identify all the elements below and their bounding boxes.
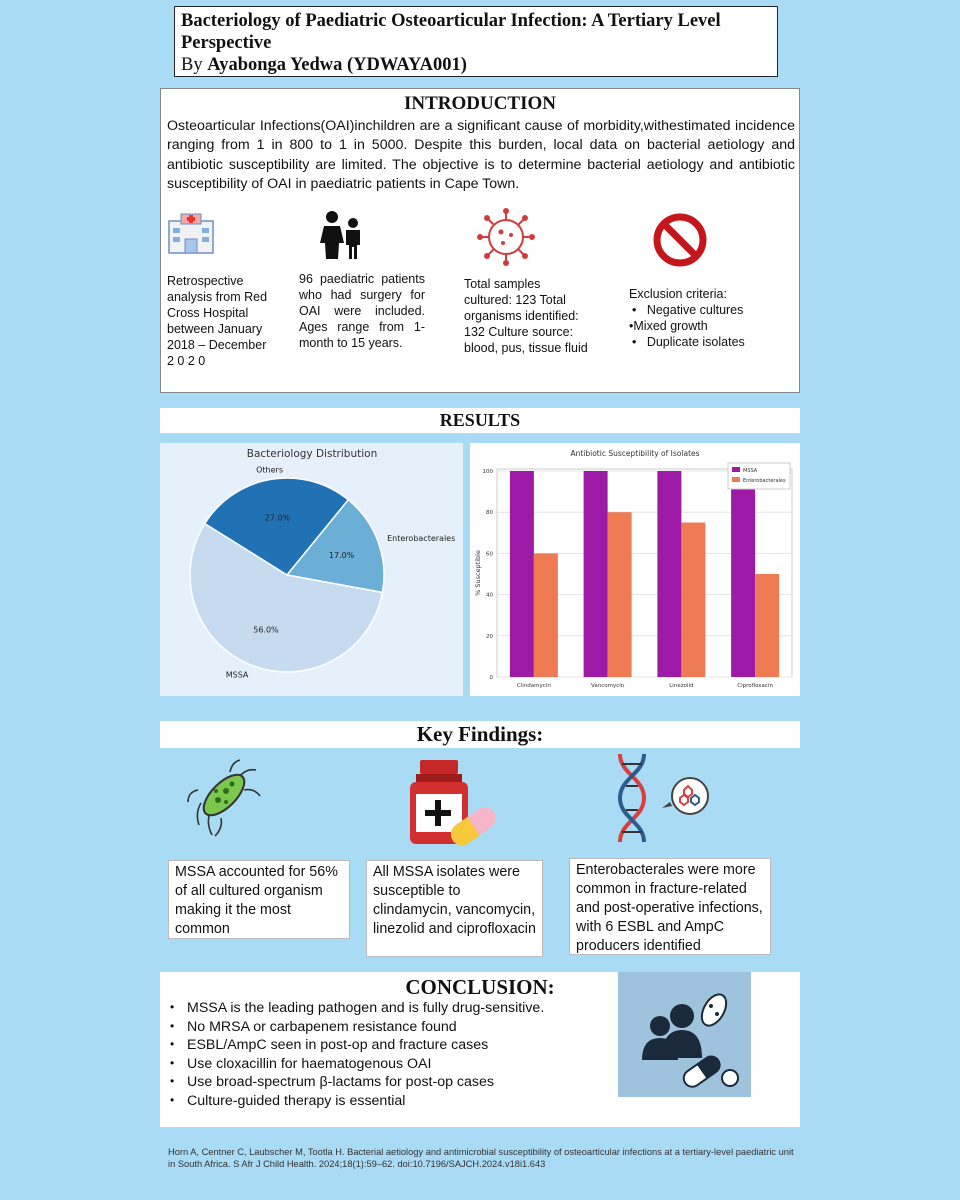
conclusion-item: • No MRSA or carbapenem resistance found — [168, 1018, 544, 1037]
pie-title: Bacteriology Distribution — [246, 448, 378, 460]
title-box — [174, 6, 778, 77]
finding-mssa-prevalence: MSSA accounted for 56% of all cultured organism making it the most common — [168, 860, 350, 939]
finding-enterobacterales: Enterobacterales were more common in fracture-related and post-operative infections, with 6 ESBL and AmpC producers identified — [569, 858, 771, 955]
virus-icon — [473, 207, 539, 267]
bar-mssa-clindamycin — [510, 471, 534, 677]
children-icon — [317, 209, 365, 261]
y-tick-label: 0 — [489, 675, 493, 681]
bar-enterobacterales-vancomycin — [608, 512, 632, 677]
exclusion-criteria — [629, 286, 789, 350]
medicine-icon — [404, 756, 500, 850]
bullet: • — [632, 335, 637, 349]
hospital-icon — [167, 213, 215, 255]
bar-enterobacterales-ciprofloxacin — [755, 574, 779, 677]
y-tick-label: 60 — [486, 551, 493, 558]
x-tick-label: Clindamycin — [516, 683, 551, 689]
conclusion-list — [168, 999, 544, 1111]
pie-pct-mssa: 56.0% — [253, 625, 279, 635]
y-tick-label: 80 — [486, 510, 493, 517]
introduction-text: Osteoarticular Infections(OAI)inchildren are a significant cause of morbidity,withestimated incidence ranging from 1 in 800 to 1 in 5000. Despite this burden, local data on bacterial aetiology and antibiotic susceptibility are limited. The objective is to determine bacterial aetiology and antibiotic susceptibility of OAI in paediatric patients in Cape Town. — [167, 118, 795, 192]
bar-chart-panel — [470, 443, 800, 696]
results-bar — [160, 408, 800, 433]
conclusion-section — [160, 972, 800, 1127]
pie-label-others: Others — [256, 465, 284, 475]
legend-box — [728, 463, 790, 489]
key-findings-bar — [160, 721, 800, 748]
exclusion-mixed: •Mixed growth — [629, 319, 708, 333]
dna-icon — [608, 750, 712, 846]
conclusion-heading: CONCLUSION: — [405, 975, 555, 999]
introduction-section — [160, 88, 800, 393]
study-design-text: Retrospective analysis from Red Cross Hospital between January 2018 – December 2 0 2 0 — [167, 274, 268, 368]
y-axis-label: % Susceptible — [474, 550, 482, 596]
bullet: • — [632, 303, 637, 317]
author-name: Ayabonga Yedwa (YDWAYA001) — [207, 55, 467, 75]
legend-label-enterobacterales: Enterobacterales — [743, 478, 786, 484]
bar-enterobacterales-clindamycin — [534, 553, 558, 677]
exclusion-negative: Negative cultures — [646, 303, 744, 317]
key-findings-heading: Key Findings: — [416, 722, 544, 746]
x-tick-label: Linezolid — [669, 683, 694, 689]
pie-label-mssa: MSSA — [225, 670, 249, 680]
exclusion-title: Exclusion criteria: — [629, 287, 727, 301]
bar-mssa-ciprofloxacin — [731, 471, 755, 677]
susceptibility-bar-chart — [470, 443, 800, 696]
bacteria-icon — [186, 758, 266, 838]
legend-swatch-enterobacterales — [732, 477, 740, 482]
poster-title: Bacteriology of Paediatric Osteoarticular Infection: A Tertiary Level Perspective — [181, 11, 721, 53]
legend-swatch-mssa — [732, 467, 740, 472]
bacteriology-pie-chart — [160, 443, 463, 696]
conclusion-item: • MSSA is the leading pathogen and is fully drug-sensitive. — [168, 999, 544, 1018]
legend-label-mssa: MSSA — [743, 468, 758, 474]
exclusion-item — [629, 302, 789, 318]
results-heading: RESULTS — [439, 410, 521, 430]
by-label: By — [181, 55, 203, 75]
pie-label-enterobacterales: Enterobacterales — [387, 534, 456, 544]
patients-bacteria-icon — [618, 972, 751, 1097]
citation: Horn A, Centner C, Laubscher M, Tootla H. Bacterial aetiology and antimicrobial susceptibility of osteoarticular infections at a tertiary-level paediatric unit in South Africa. S Afr J Child Health. 2024;18(1):59–62. doi:10.7196/SAJCH.2024.v18i1.643 — [168, 1147, 794, 1169]
finding-mssa-susceptibility: All MSSA isolates were susceptible to clindamycin, vancomycin, linezolid and ciprofloxacin — [366, 860, 543, 957]
bar-title: Antibiotic Susceptibility of Isolates — [570, 449, 700, 458]
author-line — [181, 54, 771, 76]
y-tick-label: 40 — [486, 592, 493, 599]
x-tick-label: Ciprofloxacin — [737, 683, 773, 689]
pie-pct-others: 27.0% — [264, 513, 291, 523]
conclusion-item: • Use broad-spectrum β-lactams for post-op cases — [168, 1073, 544, 1092]
introduction-heading: INTRODUCTION — [403, 93, 557, 114]
y-tick-label: 100 — [482, 469, 493, 475]
bar-enterobacterales-linezolid — [681, 523, 705, 678]
samples-text: Total samples cultured: 123 Total organisms identified: 132 Culture source: blood, pus, tissue fluid — [464, 277, 588, 355]
conclusion-item: • Use cloxacillin for haematogenous OAI — [168, 1055, 544, 1074]
pie-chart-panel — [160, 443, 463, 696]
conclusion-item: • Culture-guided therapy is essential — [168, 1092, 544, 1111]
pie-pct-enterobacterales: 17.0% — [328, 550, 355, 560]
conclusion-item: • ESBL/AmpC seen in post-op and fracture cases — [168, 1036, 544, 1055]
x-tick-label: Vancomycin — [591, 683, 625, 689]
bar-mssa-vancomycin — [584, 471, 608, 677]
prohibited-icon — [653, 213, 707, 267]
bar-mssa-linezolid — [657, 471, 681, 677]
patients-text: 96 paediatric patients who had surgery for OAI were included. Ages range from 1-month to 15 years. — [299, 272, 425, 350]
exclusion-item — [629, 334, 789, 350]
y-tick-label: 20 — [486, 633, 493, 640]
exclusion-duplicate: Duplicate isolates — [646, 335, 745, 349]
